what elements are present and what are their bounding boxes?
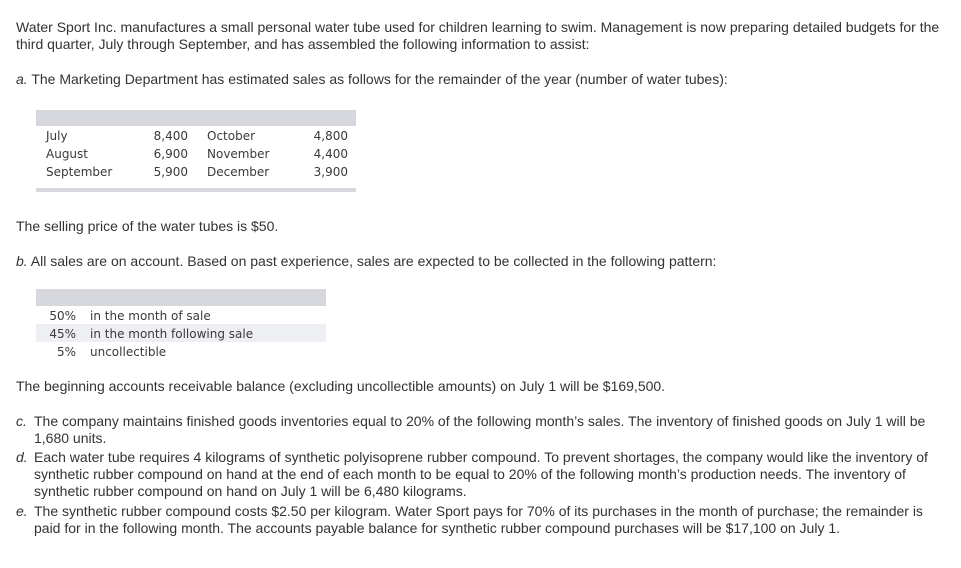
collection-pct-1: 50%: [49, 309, 76, 323]
item-c-letter: c.: [16, 413, 27, 429]
item-d-text: Each water tube requires 4 kilograms of synthetic polyisoprene rubber compound. To prevent shortages, the company would like the inventory of synthetic rubber compound on hand at the end of each month to be equal to 20% of the following month’s production needs. The inventory of synthetic rubber compound on hand on July 1 will be 6,480 kilograms.: [34, 449, 928, 499]
item-b-letter: b.: [16, 253, 28, 269]
sales-month-august: August: [46, 147, 88, 161]
item-c-text: The company maintains finished goods inventories equal to 20% of the following month’s sales. The inventory of finished goods on July 1 will be 1,680 units.: [34, 413, 926, 446]
item-b-text: All sales are on account. Based on past experience, sales are expected to be collected in the following pattern:: [27, 253, 717, 269]
collection-desc-1: in the month of sale: [90, 309, 211, 323]
collection-desc-2: in the month following sale: [90, 327, 254, 341]
sales-table-header-bar: [36, 110, 356, 126]
item-b-paragraph: [16, 253, 951, 270]
item-a-paragraph: [16, 71, 951, 88]
item-e-letter: e.: [16, 503, 28, 519]
sales-month-july: July: [46, 129, 68, 143]
sales-month-november: November: [207, 147, 270, 161]
sales-table-footer-bar: [36, 188, 356, 192]
sales-month-december: December: [207, 165, 270, 179]
item-d-letter: d.: [16, 449, 28, 465]
intro-paragraph: Water Sport Inc. manufactures a small personal water tube used for children learning to swim. Management is now preparing detailed budgets for the third quarter, July through September, and has assembled the following information to assist:: [16, 19, 940, 52]
collection-desc-3: uncollectible: [90, 345, 167, 359]
item-a-letter: a.: [16, 71, 28, 87]
collection-pattern-table: [36, 289, 326, 369]
sales-value-september: 5,900: [153, 165, 188, 179]
sales-value-october: 4,800: [313, 129, 348, 143]
sales-forecast-table: [36, 110, 356, 194]
sales-value-july: 8,400: [153, 129, 188, 143]
sales-value-august: 6,900: [153, 147, 188, 161]
beginning-ar-paragraph: The beginning accounts receivable balance (excluding uncollectible amounts) on July 1 will be $169,500.: [16, 378, 666, 394]
item-d: [16, 449, 951, 500]
collection-table-header-bar: [36, 289, 326, 306]
sales-month-september: September: [46, 165, 113, 179]
sales-value-november: 4,400: [313, 147, 348, 161]
item-e-text: The synthetic rubber compound costs $2.50 per kilogram. Water Sport pays for 70% of its purchases in the month of purchase; the remainder is paid for in the following month. The accounts payable balance for synthetic rubber compound purchases will be $17,100 on July 1.: [34, 503, 923, 536]
selling-price-paragraph: The selling price of the water tubes is $50.: [16, 218, 279, 234]
sales-month-october: October: [207, 129, 256, 143]
sales-value-december: 3,900: [313, 165, 348, 179]
item-e: [16, 503, 951, 537]
collection-pct-2: 45%: [49, 327, 76, 341]
collection-pct-3: 5%: [56, 345, 76, 359]
item-a-text: The Marketing Department has estimated sales as follows for the remainder of the year (number of water tubes):: [27, 71, 728, 87]
item-c: [16, 413, 951, 447]
